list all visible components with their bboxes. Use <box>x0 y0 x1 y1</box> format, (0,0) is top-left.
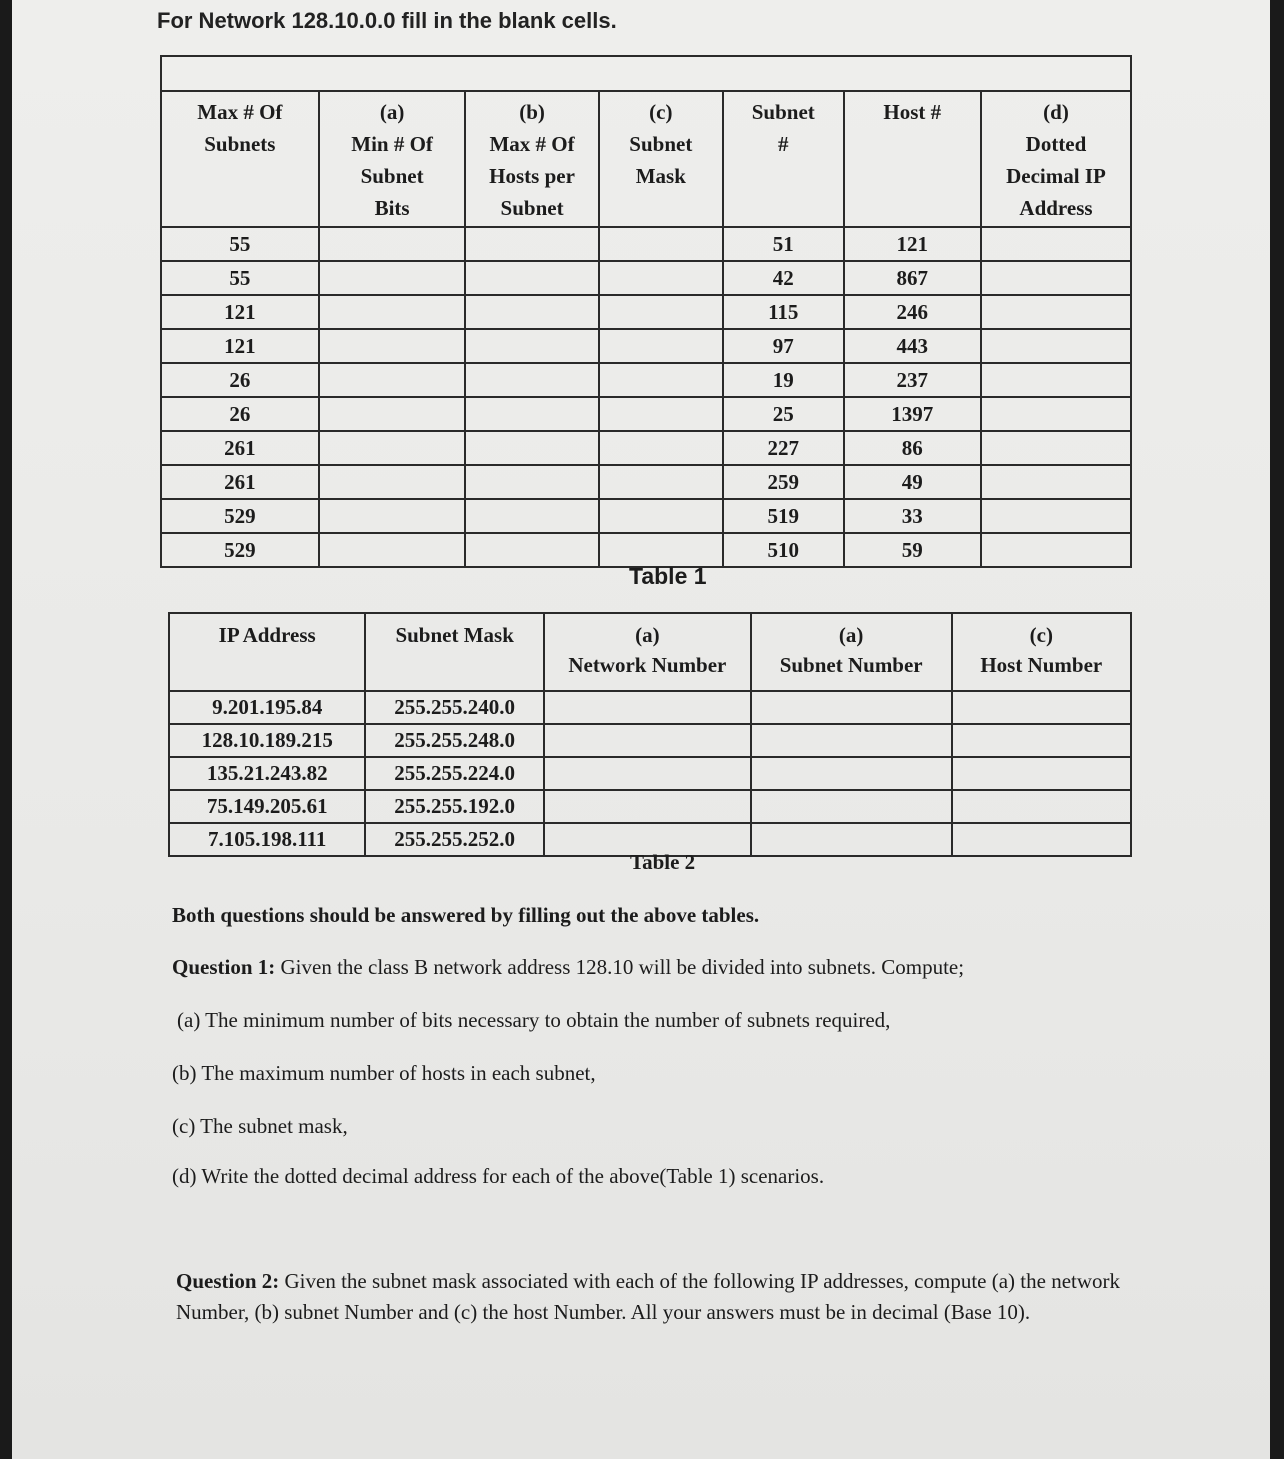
table-cell-ip: 9.201.195.84 <box>169 691 365 724</box>
table-cell-host: 237 <box>844 363 981 397</box>
blank-cell[interactable] <box>981 499 1131 533</box>
blank-cell[interactable] <box>465 397 598 431</box>
table-1-header: (d) Dotted Decimal IP Address <box>981 91 1131 227</box>
table-cell-max-subnets: 121 <box>161 329 319 363</box>
table-cell-max-subnets: 26 <box>161 397 319 431</box>
table-1-title-row <box>161 56 1131 91</box>
blank-cell[interactable] <box>981 261 1131 295</box>
table-2-header: (c) Host Number <box>952 613 1131 691</box>
table-cell-host: 49 <box>844 465 981 499</box>
table-cell-host: 246 <box>844 295 981 329</box>
blank-cell[interactable] <box>465 465 598 499</box>
instructions: Both questions should be answered by filling out the above tables. <box>172 903 760 927</box>
blank-cell[interactable] <box>599 261 723 295</box>
table-cell-host: 86 <box>844 431 981 465</box>
table-cell-max-subnets: 26 <box>161 363 319 397</box>
question-1-text: Given the class B network address 128.10 will be divided into subnets. Compute; <box>275 955 965 979</box>
table-cell-max-subnets: 261 <box>161 465 319 499</box>
table-2 <box>168 612 1132 857</box>
blank-cell[interactable] <box>465 431 598 465</box>
question-1a: (a) The minimum number of bits necessary to obtain the number of subnets required, <box>177 1008 891 1032</box>
table-cell-mask: 255.255.224.0 <box>365 757 544 790</box>
blank-cell[interactable] <box>544 691 751 724</box>
table-cell-host: 443 <box>844 329 981 363</box>
blank-cell[interactable] <box>981 295 1131 329</box>
table-row <box>161 227 1131 261</box>
table-cell-subnet: 19 <box>723 363 843 397</box>
blank-cell[interactable] <box>319 465 466 499</box>
blank-cell[interactable] <box>751 691 952 724</box>
table-cell-max-subnets: 529 <box>161 499 319 533</box>
blank-cell[interactable] <box>319 295 466 329</box>
table-cell-ip: 135.21.243.82 <box>169 757 365 790</box>
table-cell-host: 59 <box>844 533 981 567</box>
question-2-text: Given the subnet mask associated with each of the following IP addresses, compute (a) the network Number, (b) subnet Number and (c) the host Number. All your answers must be in decimal (Base 10). <box>176 1269 1121 1324</box>
blank-cell[interactable] <box>952 823 1131 856</box>
blank-cell[interactable] <box>599 227 723 261</box>
table-1-caption: Table 1 <box>629 563 707 589</box>
table-cell-subnet: 227 <box>723 431 843 465</box>
blank-cell[interactable] <box>981 533 1131 567</box>
table-2-header: (a) Subnet Number <box>751 613 952 691</box>
blank-cell[interactable] <box>465 261 598 295</box>
table-1 <box>160 55 1132 568</box>
table-row <box>161 363 1131 397</box>
blank-cell[interactable] <box>981 329 1131 363</box>
table-row <box>161 295 1131 329</box>
table-cell-subnet: 51 <box>723 227 843 261</box>
blank-cell[interactable] <box>599 397 723 431</box>
table-2-header: Subnet Mask <box>365 613 544 691</box>
blank-cell[interactable] <box>319 431 466 465</box>
blank-cell[interactable] <box>952 691 1131 724</box>
table-cell-subnet: 42 <box>723 261 843 295</box>
table-row <box>161 329 1131 363</box>
blank-cell[interactable] <box>599 499 723 533</box>
blank-cell[interactable] <box>465 533 598 567</box>
blank-cell[interactable] <box>751 724 952 757</box>
table-row <box>161 499 1131 533</box>
table-cell-ip: 128.10.189.215 <box>169 724 365 757</box>
table-1-header: (b) Max # Of Hosts per Subnet <box>465 91 598 227</box>
blank-cell[interactable] <box>465 227 598 261</box>
table-cell-host: 1397 <box>844 397 981 431</box>
blank-cell[interactable] <box>319 397 466 431</box>
table-2-caption: Table 2 <box>630 850 696 874</box>
table-1-header: Max # Of Subnets <box>161 91 319 227</box>
question-1c: (c) The subnet mask, <box>172 1114 348 1138</box>
blank-cell[interactable] <box>981 363 1131 397</box>
blank-cell[interactable] <box>599 465 723 499</box>
blank-cell[interactable] <box>319 363 466 397</box>
blank-cell[interactable] <box>751 790 952 823</box>
question-2 <box>176 1266 1126 1328</box>
table-row <box>161 533 1131 567</box>
table-2-header: (a) Network Number <box>544 613 751 691</box>
table-row <box>161 465 1131 499</box>
blank-cell[interactable] <box>544 724 751 757</box>
question-1-label: Question 1: <box>172 955 276 979</box>
blank-cell[interactable] <box>952 757 1131 790</box>
table-cell-max-subnets: 529 <box>161 533 319 567</box>
blank-cell[interactable] <box>981 227 1131 261</box>
table-row <box>161 261 1131 295</box>
table-cell-subnet: 510 <box>723 533 843 567</box>
blank-cell[interactable] <box>465 295 598 329</box>
blank-cell[interactable] <box>981 431 1131 465</box>
blank-cell[interactable] <box>981 397 1131 431</box>
table-cell-mask: 255.255.252.0 <box>365 823 544 856</box>
blank-cell[interactable] <box>465 499 598 533</box>
blank-cell[interactable] <box>319 329 466 363</box>
table-cell-max-subnets: 55 <box>161 261 319 295</box>
blank-cell[interactable] <box>465 329 598 363</box>
table-1-header: (a) Min # Of Subnet Bits <box>319 91 466 227</box>
blank-cell[interactable] <box>465 363 598 397</box>
table-cell-mask: 255.255.248.0 <box>365 724 544 757</box>
table-cell-subnet: 97 <box>723 329 843 363</box>
table-cell-host: 121 <box>844 227 981 261</box>
table-cell-max-subnets: 121 <box>161 295 319 329</box>
table-cell-mask: 255.255.240.0 <box>365 691 544 724</box>
table-1-header: Subnet # <box>723 91 843 227</box>
table-cell-mask: 255.255.192.0 <box>365 790 544 823</box>
table-cell-subnet: 25 <box>723 397 843 431</box>
blank-cell[interactable] <box>319 499 466 533</box>
blank-cell[interactable] <box>599 329 723 363</box>
blank-cell[interactable] <box>599 431 723 465</box>
table-1-header: Host # <box>844 91 981 227</box>
blank-cell[interactable] <box>751 757 952 790</box>
question-1b: (b) The maximum number of hosts in each subnet, <box>172 1061 596 1085</box>
blank-cell[interactable] <box>599 295 723 329</box>
blank-cell[interactable] <box>599 363 723 397</box>
blank-cell[interactable] <box>952 790 1131 823</box>
blank-cell[interactable] <box>952 724 1131 757</box>
table-cell-subnet: 519 <box>723 499 843 533</box>
blank-cell[interactable] <box>544 790 751 823</box>
table-cell-max-subnets: 55 <box>161 227 319 261</box>
blank-cell[interactable] <box>981 465 1131 499</box>
blank-cell[interactable] <box>319 227 466 261</box>
blank-cell[interactable] <box>751 823 952 856</box>
document-page <box>12 0 1270 1459</box>
table-row <box>169 691 1131 724</box>
table-cell-host: 867 <box>844 261 981 295</box>
table-cell-ip: 75.149.205.61 <box>169 790 365 823</box>
table-row <box>169 757 1131 790</box>
table-cell-host: 33 <box>844 499 981 533</box>
table-cell-ip: 7.105.198.111 <box>169 823 365 856</box>
blank-cell[interactable] <box>544 757 751 790</box>
table-cell-subnet: 259 <box>723 465 843 499</box>
table-row <box>161 431 1131 465</box>
table-cell-subnet: 115 <box>723 295 843 329</box>
blank-cell[interactable] <box>599 533 723 567</box>
table-cell-max-subnets: 261 <box>161 431 319 465</box>
table-2-header: IP Address <box>169 613 365 691</box>
blank-cell[interactable] <box>319 533 466 567</box>
table-row <box>169 724 1131 757</box>
page-heading: For Network 128.10.0.0 fill in the blank cells. <box>157 8 617 33</box>
question-2-label: Question 2: <box>176 1269 280 1293</box>
table-row <box>169 790 1131 823</box>
blank-cell[interactable] <box>319 261 466 295</box>
table-row <box>161 397 1131 431</box>
question-1d: (d) Write the dotted decimal address for each of the above(Table 1) scenarios. <box>172 1164 825 1188</box>
question-1 <box>172 955 964 980</box>
table-1-header: (c) Subnet Mask <box>599 91 723 227</box>
